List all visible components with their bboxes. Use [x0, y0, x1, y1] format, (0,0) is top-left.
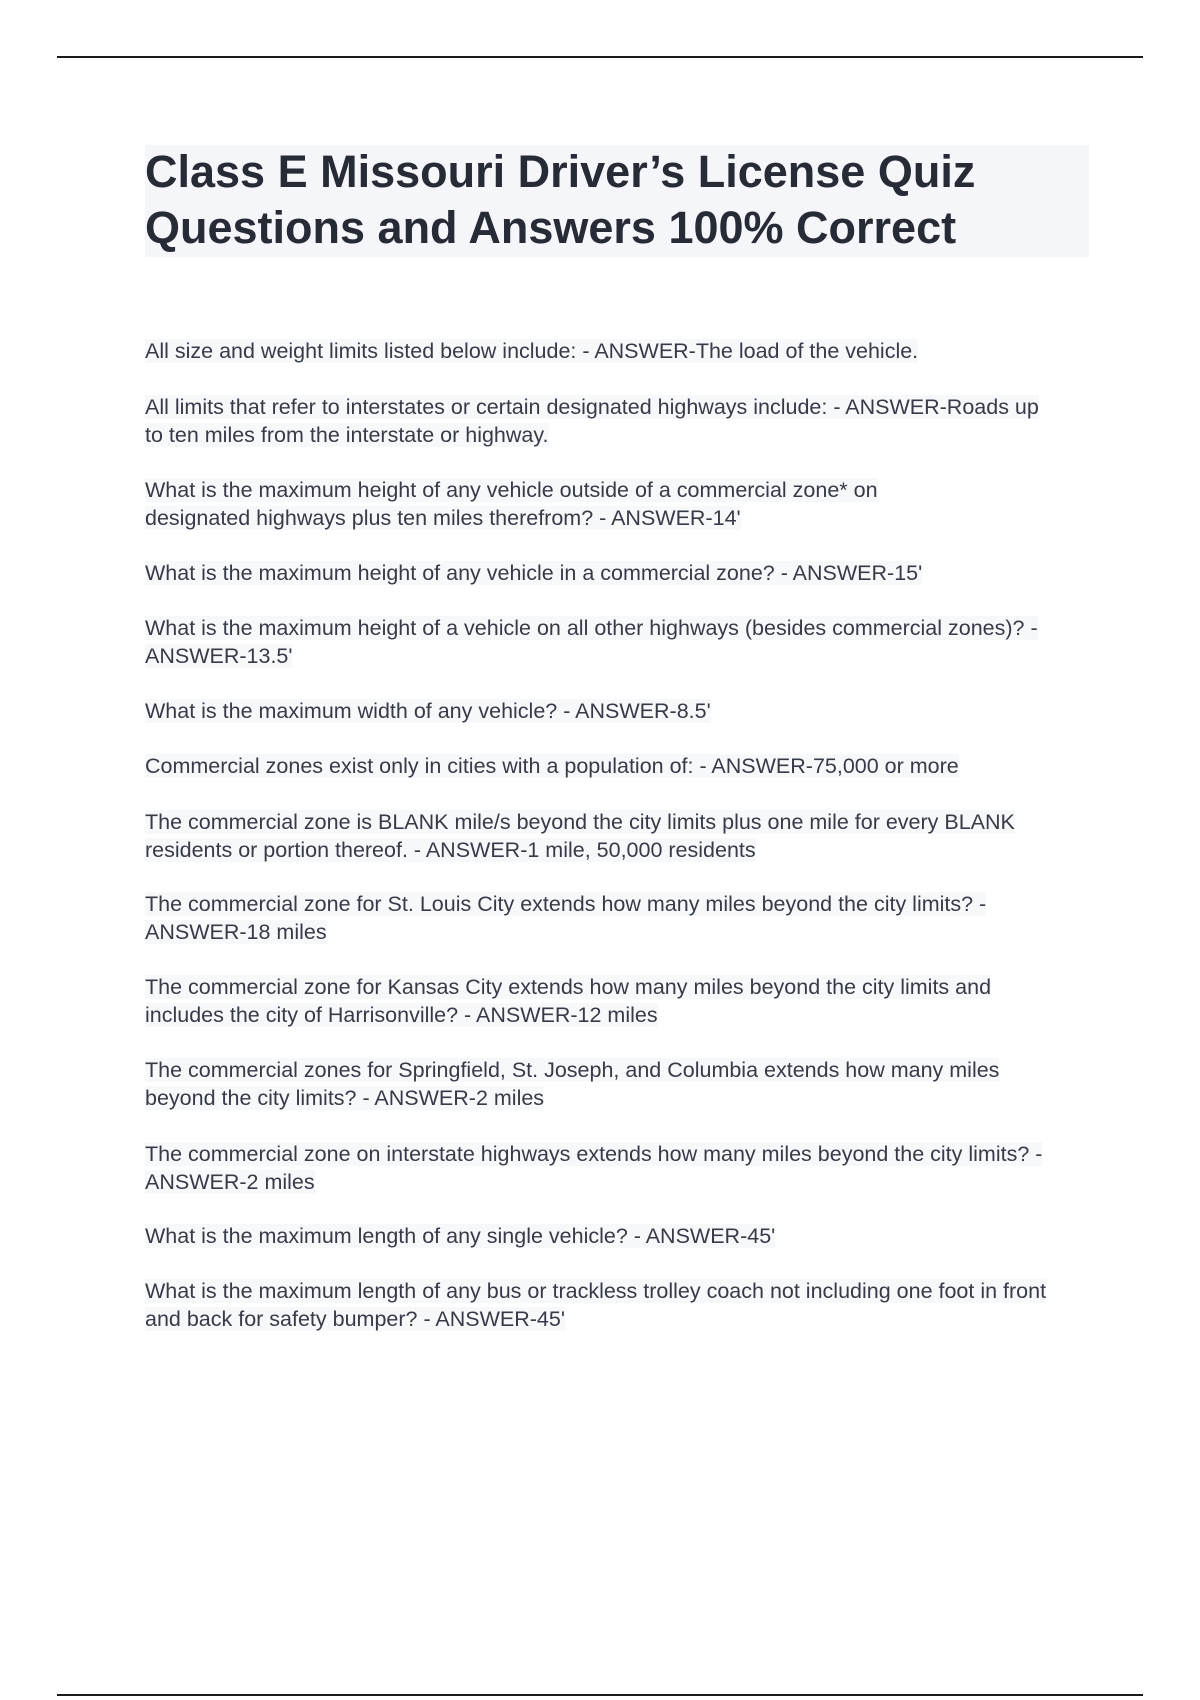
document-title: Class E Missouri Driver’s License Quiz Questions and Answers 100% Correct — [145, 146, 976, 253]
qa-item-13 — [145, 1222, 1085, 1250]
qa-text: The commercial zone is BLANK mile/s beyond the city limits plus one mile for every BLANK residents or portion thereof. - ANSWER-1 mile, 50,000 residents — [145, 810, 1015, 862]
qa-item-6 — [145, 697, 1085, 725]
qa-item-10 — [145, 973, 1060, 1029]
bottom-rule — [57, 1694, 1143, 1696]
qa-item-7 — [145, 752, 1085, 780]
qa-text: What is the maximum height of any vehicle in a commercial zone? - ANSWER-15' — [145, 561, 923, 585]
qa-text: The commercial zone for Kansas City extends how many miles beyond the city limits and includes the city of Harrisonville? - ANSWER-12 miles — [145, 975, 992, 1027]
qa-text: The commercial zone on interstate highways extends how many miles beyond the city limits? - ANSWER-2 miles — [145, 1142, 1043, 1194]
qa-item-12 — [145, 1140, 1075, 1196]
qa-item-5 — [145, 614, 1065, 670]
top-rule — [57, 56, 1143, 58]
qa-item-1 — [145, 337, 1045, 365]
qa-text: What is the maximum height of any vehicle outside of a commercial zone* on designated highways plus ten miles therefrom? - ANSWER-14' — [145, 478, 878, 530]
qa-item-2 — [145, 393, 1045, 449]
qa-text: All size and weight limits listed below include: - ANSWER-The load of the vehicle. — [145, 339, 919, 363]
qa-text: What is the maximum width of any vehicle? - ANSWER-8.5' — [145, 699, 711, 723]
qa-item-14 — [145, 1277, 1085, 1333]
qa-item-11 — [145, 1056, 1060, 1112]
qa-text: What is the maximum length of any bus or trackless trolley coach not including one foot in front and back for safety bumper? - ANSWER-45' — [145, 1279, 1047, 1331]
qa-text: The commercial zones for Springfield, St. Joseph, and Columbia extends how many miles beyond the city limits? - ANSWER-2 miles — [145, 1058, 1000, 1110]
qa-item-9 — [145, 890, 1080, 946]
qa-text: What is the maximum height of a vehicle on all other highways (besides commercial zones)? - ANSWER-13.5' — [145, 616, 1038, 668]
qa-text: The commercial zone for St. Louis City extends how many miles beyond the city limits? - ANSWER-18 miles — [145, 892, 987, 944]
qa-text: What is the maximum length of any single vehicle? - ANSWER-45' — [145, 1224, 776, 1248]
qa-item-4 — [145, 559, 1085, 587]
qa-item-8 — [145, 808, 1050, 864]
qa-text: Commercial zones exist only in cities with a population of: - ANSWER-75,000 or more — [145, 754, 959, 778]
qa-item-3 — [145, 476, 985, 532]
qa-text: All limits that refer to interstates or certain designated highways include: - ANSWER-Roads up to ten miles from the interstate or highway. — [145, 395, 1039, 447]
